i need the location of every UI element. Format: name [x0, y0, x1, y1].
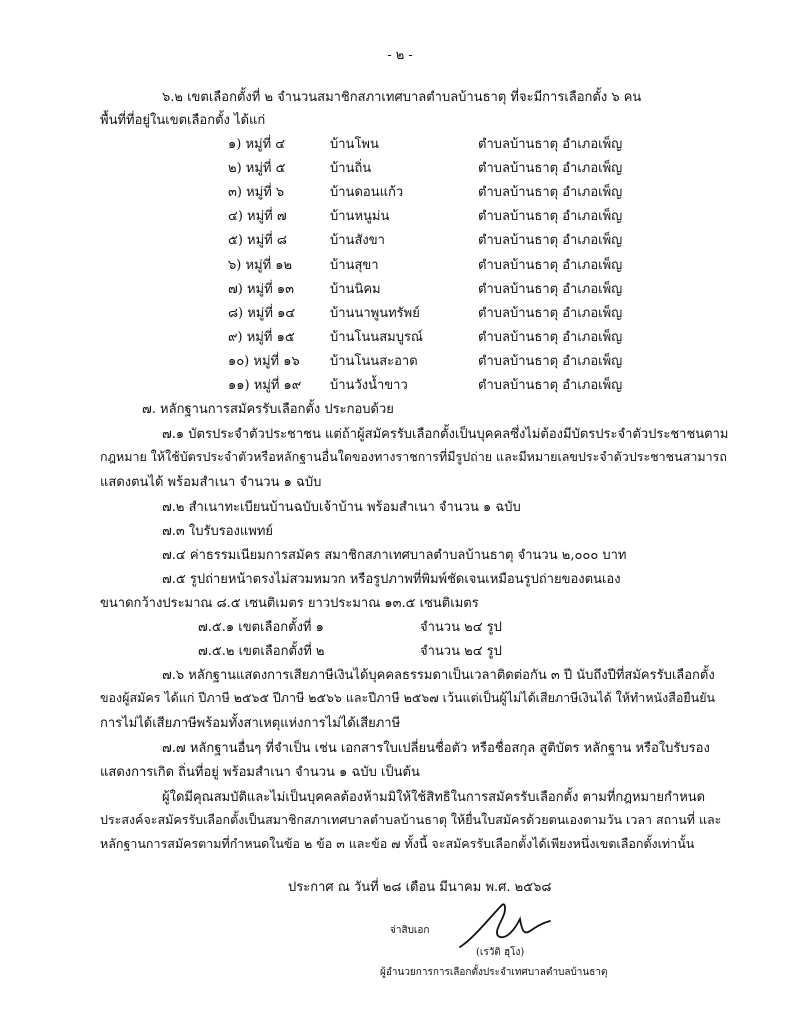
signature-block	[380, 895, 640, 1005]
village-row	[0, 229, 800, 249]
village-number: ๖) หมู่ที่ ๑๒	[228, 257, 293, 273]
village-area: ตำบลบ้านธาตุ อำเภอเพ็ญ	[478, 209, 623, 225]
item-7-1-line3: แสดงตนได้ พร้อมสำเนา จำนวน ๑ ฉบับ	[100, 475, 322, 490]
village-name: บ้านนาพูนทรัพย์	[330, 305, 420, 321]
item-7-7-line1: ๗.๗ หลักฐานอื่นๆ ที่จำเป็น เช่น เอกสารใบเปลี่ยนชื่อตัว หรือชื่อสกุล สูติบัตร หลักฐาน หรือใบรับรอง	[162, 741, 710, 756]
item-7-5-1-label: ๗.๕.๑ เขตเลือกตั้งที่ ๑	[198, 620, 324, 635]
signature-rank: จ่าสิบเอก	[390, 925, 430, 936]
village-number: ๓) หมู่ที่ ๖	[228, 185, 285, 201]
item-7-5-2-label: ๗.๕.๒ เขตเลือกตั้งที่ ๒	[198, 644, 325, 659]
page-number: - ๒ -	[387, 48, 413, 63]
village-row	[0, 278, 800, 298]
village-area: ตำบลบ้านธาตุ อำเภอเพ็ญ	[478, 233, 623, 249]
village-number: ๒) หมู่ที่ ๕	[228, 161, 286, 177]
section-6-2-line1: ๖.๒ เขตเลือกตั้งที่ ๒ จำนวนสมาชิกสภาเทศบาลตำบลบ้านธาตุ ที่จะมีการเลือกตั้ง ๖ คน	[162, 90, 642, 105]
village-number: ๑) หมู่ที่ ๔	[228, 137, 286, 152]
village-number: ๗) หมู่ที่ ๑๓	[228, 281, 294, 297]
village-name: บ้านนิคม	[330, 281, 381, 297]
village-number: ๔) หมู่ที่ ๗	[228, 209, 287, 225]
item-7-6-line2: ของผู้สมัคร ได้แก่ ปีภาษี ๒๕๖๕ ปีภาษี ๒๕๖๖ และปีภาษี ๒๕๖๗ เว้นแต่เป็นผู้ไม่ได้เสียภาษีเงินได้ ให้ทำหนังสือยืนยัน	[100, 690, 716, 705]
item-7-3: ๗.๓ ใบรับรองแพทย์	[162, 524, 274, 539]
section-7-heading: ๗. หลักฐานการสมัครรับเลือกตั้ง ประกอบด้วย	[142, 402, 394, 417]
village-number: ๕) หมู่ที่ ๘	[228, 233, 287, 249]
closing-line1: ผู้ใดมีคุณสมบัติและไม่เป็นบุคคลต้องห้ามมิให้ใช้สิทธิในการสมัครรับเลือกตั้ง ตามที่กฎหมายกำหนด	[162, 790, 706, 805]
item-7-5-line2: ขนาดกว้างประมาณ ๘.๕ เซนติเมตร ยาวประมาณ ๑๓.๕ เซนติเมตร	[100, 596, 479, 611]
village-name: บ้านสุขา	[330, 257, 379, 273]
village-row	[0, 254, 800, 274]
village-row	[0, 181, 800, 201]
village-area: ตำบลบ้านธาตุ อำเภอเพ็ญ	[478, 185, 623, 201]
village-name: บ้านโนนสมบูรณ์	[330, 329, 423, 345]
village-name: บ้านหนูม่น	[330, 209, 390, 225]
item-7-7-line2: แสดงการเกิด ถิ่นที่อยู่ พร้อมสำเนา จำนวน ๑ ฉบับ เป็นต้น	[100, 765, 420, 780]
item-7-1-line2: กฎหมาย ให้ใช้บัตรประจำตัวหรือหลักฐานอื่นใดของทางราชการที่มีรูปถ่าย และมีหมายเลขประจำตัวประชาชนสามารถ	[100, 449, 727, 464]
village-number: ๘) หมู่ที่ ๑๔	[228, 305, 296, 321]
item-7-4: ๗.๔ ค่าธรรมเนียมการสมัคร สมาชิกสภาเทศบาลตำบลบ้านธาตุ จำนวน ๒,๐๐๐ บาท	[162, 548, 627, 563]
village-area: ตำบลบ้านธาตุ อำเภอเพ็ญ	[478, 257, 623, 273]
village-row	[0, 157, 800, 177]
village-area: ตำบลบ้านธาตุ อำเภอเพ็ญ	[478, 353, 623, 369]
village-row	[0, 302, 800, 322]
item-7-5-1-qty: จำนวน ๒๔ รูป	[420, 620, 502, 635]
village-area: ตำบลบ้านธาตุ อำเภอเพ็ญ	[478, 137, 623, 152]
village-area: ตำบลบ้านธาตุ อำเภอเพ็ญ	[478, 281, 623, 297]
item-7-5-2-qty: จำนวน ๒๔ รูป	[420, 644, 502, 659]
village-name: บ้านถิ่น	[330, 161, 372, 177]
item-7-6-line1: ๗.๖ หลักฐานแสดงการเสียภาษีเงินได้บุคคลธรรมดาเป็นเวลาติดต่อกัน ๓ ปี นับถึงปีที่สมัครรับเลือกตั้ง	[162, 668, 715, 683]
village-row	[0, 326, 800, 346]
item-7-2: ๗.๒ สำเนาทะเบียนบ้านฉบับเจ้าบ้าน พร้อมสำเนา จำนวน ๑ ฉบับ	[162, 500, 521, 515]
closing-line3: หลักฐานการสมัครตามที่กำหนดในข้อ ๒ ข้อ ๓ และข้อ ๗ ทั้งนี้ จะสมัครรับเลือกตั้งได้เพียงหนึ่งเขตเลือกตั้งเท่านั้น	[100, 836, 695, 851]
signature-name: (เรวัติ ฮุโง)	[476, 947, 525, 958]
village-number: ๙) หมู่ที่ ๑๕	[228, 329, 295, 345]
village-name: บ้านสังขา	[330, 233, 385, 249]
village-name: บ้านวังน้ำขาว	[330, 378, 408, 393]
village-name: บ้านโพน	[330, 137, 379, 152]
village-name: บ้านดอนแก้ว	[330, 185, 404, 201]
village-row	[0, 205, 800, 225]
village-area: ตำบลบ้านธาตุ อำเภอเพ็ญ	[478, 161, 623, 177]
item-7-5-line1: ๗.๕ รูปถ่ายหน้าตรงไม่สวมหมวก หรือรูปภาพที่พิมพ์ชัดเจนเหมือนรูปถ่ายของตนเอง	[162, 572, 621, 587]
village-area: ตำบลบ้านธาตุ อำเภอเพ็ญ	[478, 329, 623, 345]
village-row	[0, 350, 800, 370]
signature-title: ผู้อำนวยการการเลือกตั้งประจำเทศบาลตำบลบ้านธาตุ	[380, 967, 608, 978]
village-area: ตำบลบ้านธาตุ อำเภอเพ็ญ	[478, 305, 623, 321]
item-7-6-line3: การไม่ได้เสียภาษีพร้อมทั้งสาเหตุแห่งการไม่ได้เสียภาษี	[100, 716, 401, 731]
announcement-date: ประกาศ ณ วันที่ ๒๘ เดือน มีนาคม พ.ศ. ๒๕๖๘	[288, 880, 552, 895]
village-number: ๑๑) หมู่ที่ ๑๙	[228, 378, 302, 393]
closing-line2: ประสงค์จะสมัครรับเลือกตั้งเป็นสมาชิกสภาเทศบาลตำบลบ้านธาตุ ให้ยื่นใบสมัครด้วยตนเองตามวัน เวลา สถานที่ และ	[100, 812, 722, 827]
item-7-1-line1: ๗.๑ บัตรประจำตัวประชาชน แต่ถ้าผู้สมัครรับเลือกตั้งเป็นบุคคลซึ่งไม่ต้องมีบัตรประจำตัวประชาชนตาม	[162, 427, 729, 442]
section-6-2-line2: พื้นที่ที่อยู่ในเขตเลือกตั้ง ได้แก่	[100, 113, 266, 128]
village-area: ตำบลบ้านธาตุ อำเภอเพ็ญ	[478, 378, 623, 393]
village-row	[0, 374, 800, 394]
village-row	[0, 133, 800, 153]
village-number: ๑๐) หมู่ที่ ๑๖	[228, 353, 300, 369]
village-name: บ้านโนนสะอาด	[330, 353, 418, 369]
